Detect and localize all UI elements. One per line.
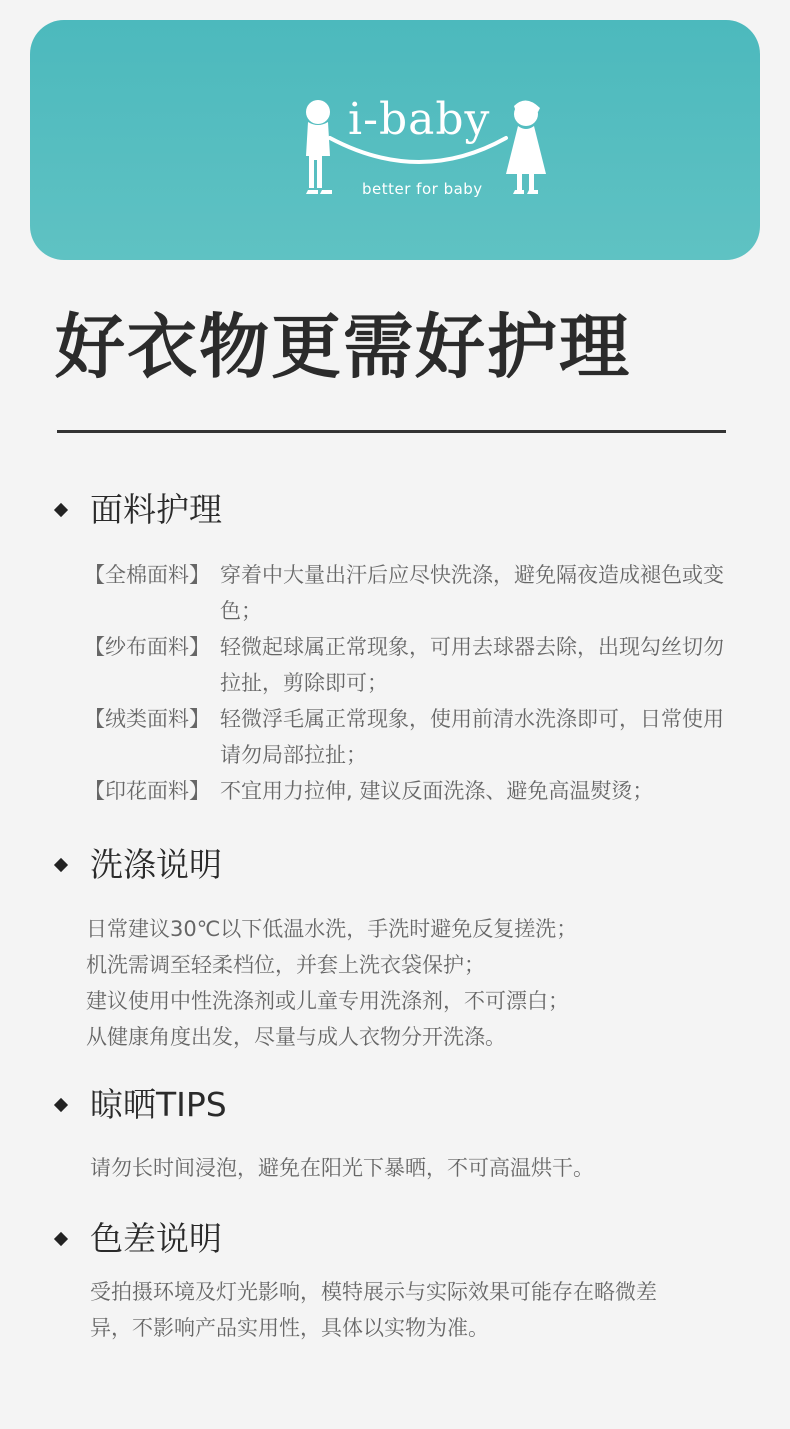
section-title: 洗涤说明	[90, 845, 222, 884]
fabric-care-list	[84, 557, 744, 809]
color-text	[90, 1274, 657, 1346]
diamond-bullet-icon	[54, 857, 68, 871]
fabric-name: 【纱布面料】	[84, 635, 210, 659]
fabric-desc: 轻微浮毛属正常现象，使用前清水洗涤即可，日常使用请勿局部拉扯；	[220, 707, 724, 767]
brand-tagline: better for baby	[362, 180, 483, 198]
section-fabric-header	[56, 490, 222, 529]
section-title: 面料护理	[90, 490, 222, 529]
text-line: 建议使用中性洗涤剂或儿童专用洗涤剂，不可漂白；	[86, 989, 569, 1013]
text-line: 异，不影响产品实用性，具体以实物为准。	[90, 1316, 489, 1340]
title-divider	[57, 430, 726, 433]
washing-text	[86, 911, 577, 1055]
fabric-name: 【绒类面料】	[84, 707, 210, 731]
text-line: 受拍摄环境及灯光影响，模特展示与实际效果可能存在略微差	[90, 1280, 657, 1304]
fabric-desc: 轻微起球属正常现象，可用去球器去除，出现勾丝切勿拉扯，剪除即可；	[220, 635, 724, 695]
text-line: 从健康角度出发，尽量与成人衣物分开洗涤。	[86, 1025, 506, 1049]
text-line: 请勿长时间浸泡，避免在阳光下暴晒，不可高温烘干。	[90, 1156, 594, 1180]
section-drying-header	[56, 1085, 227, 1124]
section-washing-header	[56, 845, 222, 884]
fabric-name: 【全棉面料】	[84, 563, 210, 587]
page-title: 好衣物更需好护理	[55, 306, 631, 388]
diamond-bullet-icon	[54, 502, 68, 516]
diamond-bullet-icon	[54, 1097, 68, 1111]
section-title: 晾晒TIPS	[90, 1085, 227, 1124]
brand-name: i-baby	[348, 94, 491, 145]
list-item	[84, 701, 744, 773]
section-color-header	[56, 1219, 222, 1258]
text-line: 机洗需调至轻柔档位，并套上洗衣袋保护；	[86, 953, 485, 977]
diamond-bullet-icon	[54, 1231, 68, 1245]
text-line: 日常建议30℃以下低温水洗，手洗时避免反复搓洗；	[86, 917, 578, 941]
fabric-desc: 不宜用力拉伸, 建议反面洗涤、避免高温熨烫；	[220, 779, 654, 803]
list-item	[84, 629, 744, 701]
list-item	[84, 773, 744, 809]
brand-banner	[30, 20, 760, 260]
fabric-name: 【印花面料】	[84, 779, 210, 803]
fabric-desc: 穿着中大量出汗后应尽快洗涤，避免隔夜造成褪色或变色；	[220, 563, 724, 623]
section-title: 色差说明	[90, 1219, 222, 1258]
drying-text	[90, 1150, 594, 1186]
list-item	[84, 557, 744, 629]
